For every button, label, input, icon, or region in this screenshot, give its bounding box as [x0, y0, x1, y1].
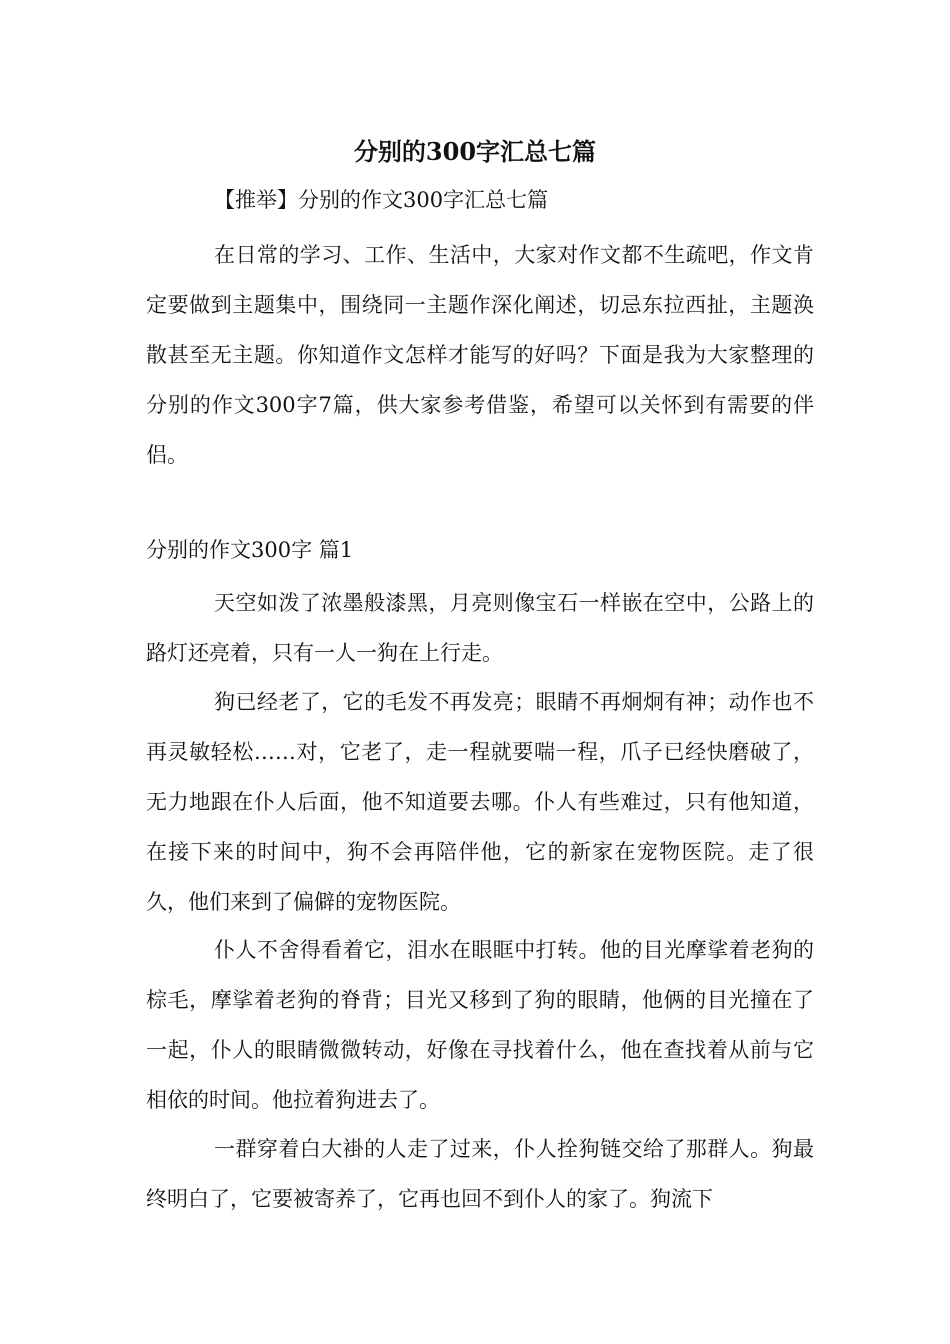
intro-paragraph: 在日常的学习、工作、生活中，大家对作文都不生疏吧，作文肯定要做到主题集中，围绕同一主题作深化阐述，切忌东拉西扯，主题涣散甚至无主题。你知道作文怎样才能写的好吗？下面是我为大家整理的分别的作文300字7篇，供大家参考借鉴，希望可以关怀到有需要的伴侣。: [146, 243, 814, 467]
body-paragraph: 天空如泼了浓墨般漆黑，月亮则像宝石一样嵌在空中，公路上的路灯还亮着，只有一人一狗在上行走。: [146, 591, 814, 665]
body-paragraph: 一群穿着白大褂的人走了过来，仆人拴狗链交给了那群人。狗最终明白了，它要被寄养了，它再也回不到仆人的家了。狗流下: [146, 1137, 814, 1211]
body-paragraph: 仆人不舍得看着它，泪水在眼眶中打转。他的目光摩挲着老狗的棕毛，摩挲着老狗的脊背；目光又移到了狗的眼睛，他俩的目光撞在了一起，仆人的眼睛微微转动，好像在寻找着什么，他在查找着从前与它相依的时间。他拉着狗进去了。: [146, 938, 814, 1112]
body-paragraph: 狗已经老了，它的毛发不再发亮；眼睛不再炯炯有神；动作也不再灵敏轻松……对，它老了，走一程就要喘一程，爪子已经快磨破了，无力地跟在仆人后面，他不知道要去哪。仆人有些难过，只有他知道，在接下来的时间中，狗不会再陪伴他，它的新家在宠物医院。走了很久，他们来到了偏僻的宠物医院。: [146, 690, 814, 914]
document-title: 分别的300字汇总七篇: [353, 137, 597, 166]
document-subtitle: 【推举】分别的作文300字汇总七篇: [214, 188, 549, 212]
section-heading: 分别的作文300字 篇1: [146, 538, 354, 562]
